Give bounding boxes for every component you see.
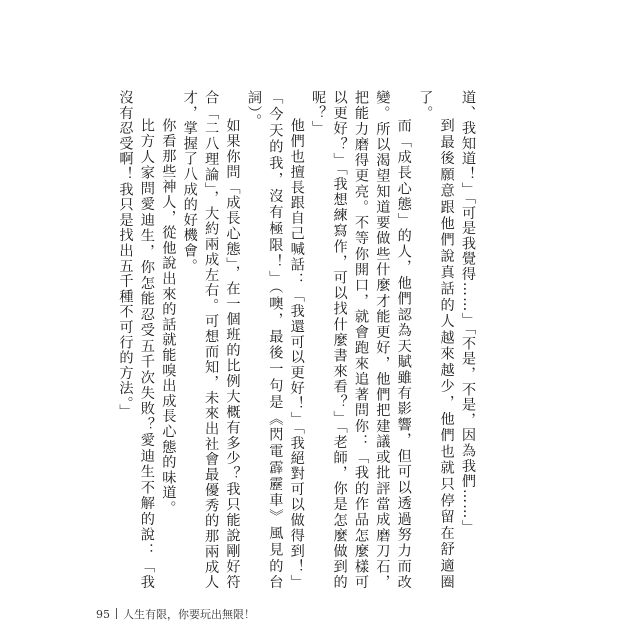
paragraph-7: 比方人家問愛迪生，你怎能忍受五千次失敗？愛迪生不解的說：「我沒有忍受啊！我只是找出五千種不可行的方法。」 bbox=[117, 90, 155, 590]
paragraph-1: 道、我知道！」「可是我覺得……」「不是，不是，因為我們……」 bbox=[460, 90, 476, 535]
footer-divider bbox=[116, 608, 117, 619]
paragraph-3: 而「成長心態」的人，他們認為天賦雖有影響，但可以透過努力而改變。所以渴望知道要做些什麼才能更好，他們把建議或批評當成磨刀石，把能力磨得更亮。不等你開口，就會跑來追著問你：「我的作品怎麼樣可以更好？」「我想練寫作，可以找什麼書來看？」「老師，你是怎麼做到的呢？」 bbox=[310, 90, 412, 590]
paragraph-4: 他們也擅長跟自己喊話：「我還可以更好！」「我絕對可以做得到！」「今天的我，沒有極限！」（噢，最後一句是《閃電霹靂車》風見的台詞）。 bbox=[245, 90, 305, 590]
paragraph-6: 你看那些神人，從他說出來的話就能嗅出成長心態的味道。 bbox=[160, 118, 177, 517]
paragraph-5: 如果你問「成長心態」，在一個班的比例大概有多少？我只能說剛好符合「二八理論」，大約兩成左右。可想而知，未來出社會最優秀的那兩成人才，掌握了八成的好機會。 bbox=[181, 90, 241, 590]
page-number: 95 bbox=[96, 608, 110, 621]
paragraph-2: 到最後願意跟他們說真話的人越來越少，他們也就只停留在舒適圈了。 bbox=[417, 90, 455, 590]
body-text bbox=[117, 90, 478, 590]
book-title: 人生有限，你要玩出無限！ bbox=[123, 608, 255, 621]
page-footer bbox=[96, 606, 255, 622]
